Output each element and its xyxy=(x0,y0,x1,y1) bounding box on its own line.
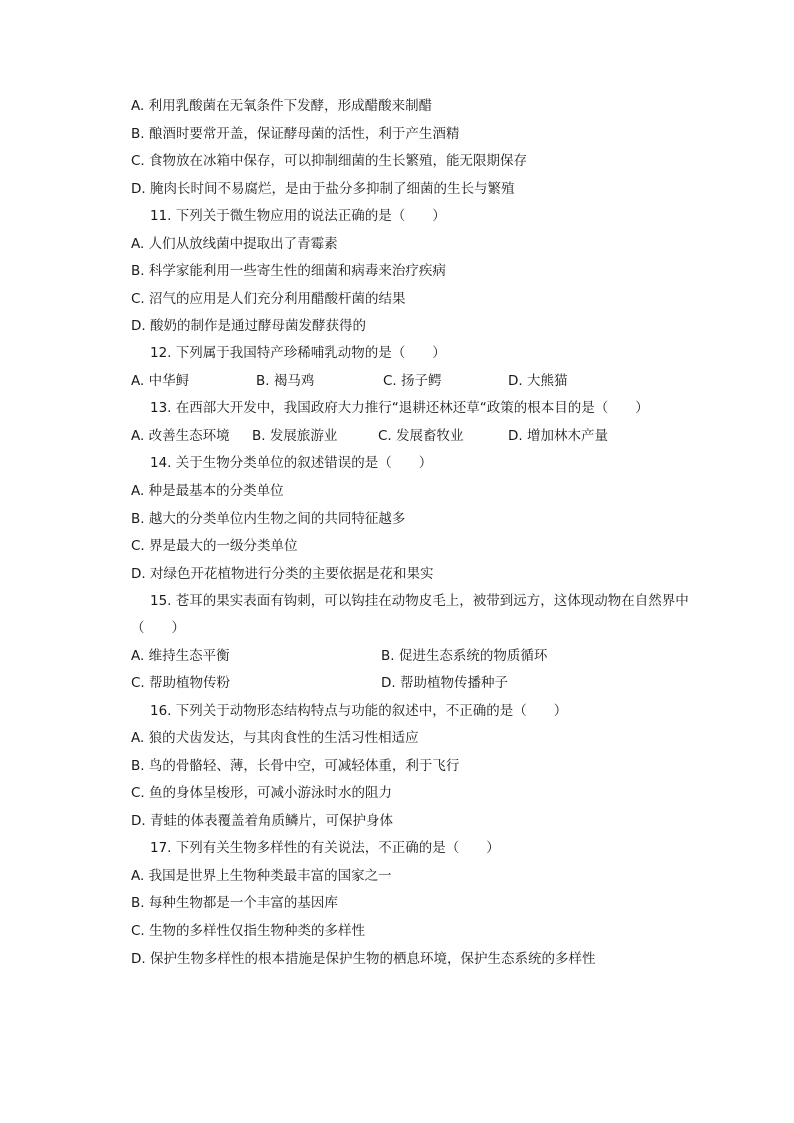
q16-option-b: B. 鸟的骨骼轻、薄，长骨中空，可减轻体重，利于飞行 xyxy=(131,758,460,774)
q14-option-b: B. 越大的分类单位内生物之间的共同特征越多 xyxy=(131,511,406,527)
q16-option-d: D. 青蛙的体表覆盖着角质鳞片，可保护身体 xyxy=(131,813,393,829)
q17-option-a: A. 我国是世界上生物种类最丰富的国家之一 xyxy=(131,868,392,884)
q17-option-d: D. 保护生物多样性的根本措施是保护生物的栖息环境，保护生态系统的多样性 xyxy=(131,951,596,967)
q10-option-d: D. 腌肉长时间不易腐烂，是由于盐分多抑制了细菌的生长与繁殖 xyxy=(131,181,515,197)
q15-option-c: C. 帮助植物传粉 xyxy=(131,675,231,691)
q11-option-b: B. 科学家能利用一些寄生性的细菌和病毒来治疗疾病 xyxy=(131,263,446,279)
q13-option-a: A. 改善生态环境 xyxy=(131,428,230,444)
q12-option-c: C. 扬子鳄 xyxy=(383,373,442,389)
q15-options-row1 xyxy=(131,646,631,666)
q12-stem: 12. 下列属于我国特产珍稀哺乳动物的是（ ） xyxy=(150,345,446,361)
q15-option-d: D. 帮助植物传播种子 xyxy=(381,675,508,691)
q15-option-b: B. 促进生态系统的物质循环 xyxy=(381,648,548,664)
q15-option-a: A. 维持生态平衡 xyxy=(131,648,230,664)
q10-option-b: B. 酿酒时要常开盖，保证酵母菌的活性，利于产生酒精 xyxy=(131,126,460,142)
q11-option-c: C. 沼气的应用是人们充分利用醋酸杆菌的结果 xyxy=(131,291,406,307)
q17-option-b: B. 每种生物都是一个丰富的基因库 xyxy=(131,895,338,911)
q12-options xyxy=(131,371,567,391)
q10-option-a: A. 利用乳酸菌在无氧条件下发酵，形成醋酸来制醋 xyxy=(131,98,433,114)
q14-option-d: D. 对绿色开花植物进行分类的主要依据是花和果实 xyxy=(131,566,434,582)
q13-stem: 13. 在西部大开发中，我国政府大力推行“退耕还林还草“政策的根本目的是（ ） xyxy=(150,400,649,416)
q11-option-d: D. 酸奶的制作是通过酵母菌发酵获得的 xyxy=(131,318,366,334)
q16-stem: 16. 下列关于动物形态结构特点与功能的叙述中，不正确的是（ ） xyxy=(150,703,568,719)
q14-stem: 14. 关于生物分类单位的叙述错误的是（ ） xyxy=(150,455,433,471)
q13-options xyxy=(131,426,608,446)
q16-option-a: A. 狼的犬齿发达，与其肉食性的生活习性相适应 xyxy=(131,730,419,746)
q17-option-c: C. 生物的多样性仅指生物种类的多样性 xyxy=(131,923,366,939)
q12-option-a: A. 中华鲟 xyxy=(131,373,190,389)
q16-option-c: C. 鱼的身体呈梭形，可减小游泳时水的阻力 xyxy=(131,785,393,801)
q15-stem: 15. 苍耳的果实表面有钩刺，可以钩挂在动物皮毛上，被带到远方，这体现动物在自然界中 xyxy=(150,593,689,609)
q15-options-row2 xyxy=(131,673,631,693)
q11-option-a: A. 人们从放线菌中提取出了青霉素 xyxy=(131,236,338,252)
q15-stem-continued: （ ） xyxy=(131,620,185,636)
q13-option-c: C. 发展畜牧业 xyxy=(378,428,464,444)
q14-option-c: C. 界是最大的一级分类单位 xyxy=(131,538,298,554)
q14-option-a: A. 种是最基本的分类单位 xyxy=(131,483,284,499)
q12-option-d: D. 大熊猫 xyxy=(508,373,568,389)
q12-option-b: B. 褐马鸡 xyxy=(256,373,315,389)
q13-option-b: B. 发展旅游业 xyxy=(252,428,338,444)
q10-option-c: C. 食物放在冰箱中保存，可以抑制细菌的生长繁殖，能无限期保存 xyxy=(131,153,528,169)
q17-stem: 17. 下列有关生物多样性的有关说法，不正确的是（ ） xyxy=(150,840,500,856)
q11-stem: 11. 下列关于微生物应用的说法正确的是（ ） xyxy=(150,208,446,224)
q13-option-d: D. 增加林木产量 xyxy=(508,428,608,444)
